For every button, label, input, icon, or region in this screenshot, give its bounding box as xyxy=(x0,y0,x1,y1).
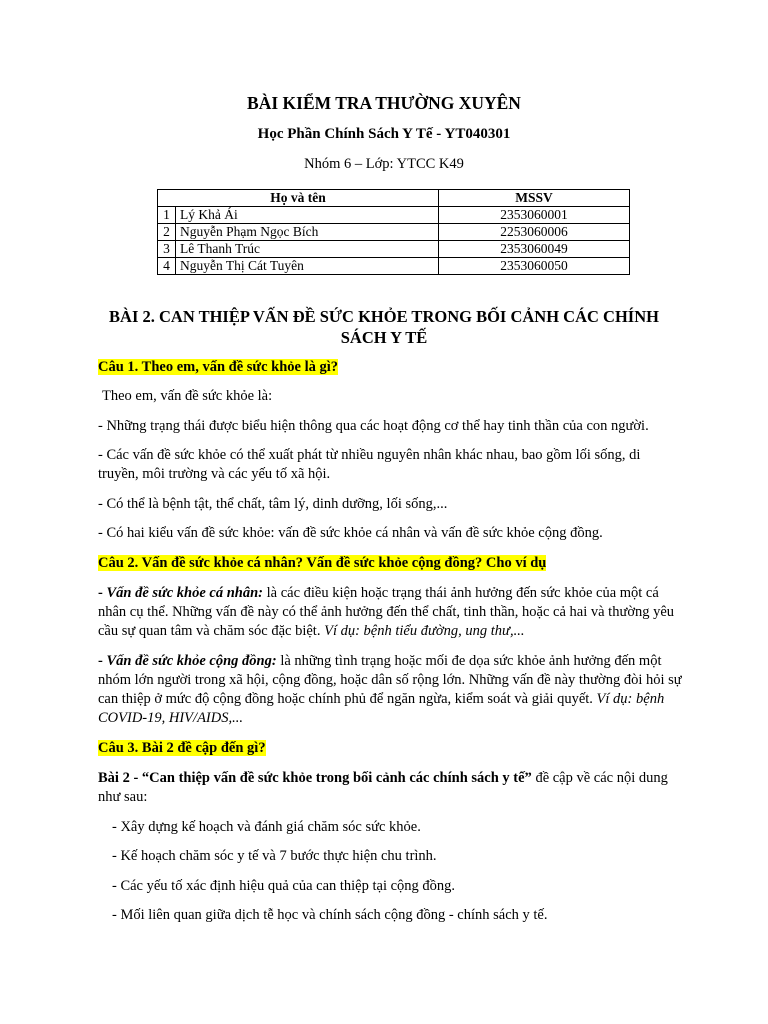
dash: - xyxy=(98,653,107,669)
individual-example: Ví dụ: bệnh tiểu đường, ung thư,... xyxy=(324,623,525,639)
list-item: - Xây dựng kế hoạch và đánh giá chăm sóc sức khỏe. xyxy=(112,819,421,835)
group-class-line: Nhóm 6 – Lớp: YTCC K49 xyxy=(304,156,464,172)
header-mssv: MSSV xyxy=(439,190,630,207)
question-3 xyxy=(98,739,683,758)
question-1 xyxy=(98,358,683,377)
row-number: 1 xyxy=(158,207,176,224)
table-row xyxy=(158,207,630,224)
individual-term: Vấn đề sức khỏe cá nhân: xyxy=(106,585,263,601)
document-title: BÀI KIỂM TRA THƯỜNG XUYÊN xyxy=(247,93,521,113)
course-subtitle: Học Phần Chính Sách Y Tế - YT040301 xyxy=(257,126,511,142)
question-1-heading: Câu 1. Theo em, vấn đề sức khỏe là gì? xyxy=(98,359,339,375)
question-2 xyxy=(98,554,683,573)
q1-point-2: - Các vấn đề sức khỏe có thể xuất phát từ nhiều nguyên nhân khác nhau, bao gồm lối sống, di truyền, môi trường và các yếu tố xã hội. xyxy=(98,447,641,482)
q1-point-1: - Những trạng thái được biểu hiện thông qua các hoạt động cơ thể hay tinh thần của con người. xyxy=(98,418,649,434)
member-name: Nguyễn Phạm Ngọc Bích xyxy=(176,224,439,241)
member-mssv: 2353060049 xyxy=(439,241,630,258)
question-3-heading: Câu 3. Bài 2 đề cập đến gì? xyxy=(98,740,266,756)
dash: - xyxy=(98,585,107,601)
lesson-title-bold: Bài 2 - “Can thiệp vấn đề sức khỏe trong bối cảnh các chính sách y tế” xyxy=(98,770,532,786)
table-row xyxy=(158,241,630,258)
q1-intro: Theo em, vấn đề sức khỏe là: xyxy=(102,388,273,404)
member-name: Nguyễn Thị Cát Tuyên xyxy=(176,258,439,275)
community-example: Ví dụ: bệnh COVID-19, HIV/AIDS,... xyxy=(98,691,665,726)
q3-intro-text: đề cập về các nội dung như sau: xyxy=(98,770,668,805)
q1-point-4: - Có hai kiểu vấn đề sức khỏe: vấn đề sức khỏe cá nhân và vấn đề sức khỏe cộng đồng. xyxy=(98,525,603,541)
q1-point-3: - Có thể là bệnh tật, thể chất, tâm lý, dinh dưỡng, lối sống,... xyxy=(98,496,448,512)
header-name: Họ và tên xyxy=(158,190,439,207)
list-item: - Kế hoạch chăm sóc y tế và 7 bước thực hiện chu trình. xyxy=(112,848,437,864)
table-header-row xyxy=(158,190,630,207)
row-number: 4 xyxy=(158,258,176,275)
individual-definition: là các điều kiện hoặc trạng thái ảnh hưởng đến sức khỏe của một cá nhân cụ thể. Những vấn đề này có thể ảnh hưởng đến thể chất, tinh thần, hoặc cả hai và thường yêu cầu sự quan tâm và chăm sóc đặc biệt. xyxy=(98,585,675,639)
q2-individual-paragraph xyxy=(98,584,683,641)
section-title: BÀI 2. CAN THIỆP VẤN ĐỀ SỨC KHỎE TRONG BỐI CẢNH CÁC CHÍNH SÁCH Y TẾ xyxy=(109,307,659,347)
community-definition: là những tình trạng hoặc mối đe dọa sức khỏe ảnh hưởng đến một nhóm lớn người trong xã hội, cộng đồng, hoặc dân số rộng lớn. Những vấn đề này thường đòi hỏi sự can thiệp ở mức độ cộng đồng hoặc chính phủ để ngăn ngừa, kiểm soát và giải quyết. xyxy=(98,653,682,707)
q2-community-paragraph xyxy=(98,652,683,728)
members-table xyxy=(157,189,630,275)
row-number: 2 xyxy=(158,224,176,241)
list-item: - Mối liên quan giữa dịch tễ học và chính sách cộng đồng - chính sách y tế. xyxy=(112,907,548,923)
table-row xyxy=(158,258,630,275)
q3-intro xyxy=(98,769,683,807)
member-mssv: 2253060006 xyxy=(439,224,630,241)
row-number: 3 xyxy=(158,241,176,258)
list-item: - Các yếu tố xác định hiệu quả của can thiệp tại cộng đồng. xyxy=(112,878,456,894)
question-2-heading: Câu 2. Vấn đề sức khỏe cá nhân? Vấn đề sức khỏe cộng đồng? Cho ví dụ xyxy=(98,555,547,571)
member-name: Lý Khả Ái xyxy=(176,207,439,224)
community-term: Vấn đề sức khỏe cộng đồng: xyxy=(106,653,277,669)
member-name: Lê Thanh Trúc xyxy=(176,241,439,258)
member-mssv: 2353060050 xyxy=(439,258,630,275)
table-row xyxy=(158,224,630,241)
member-mssv: 2353060001 xyxy=(439,207,630,224)
